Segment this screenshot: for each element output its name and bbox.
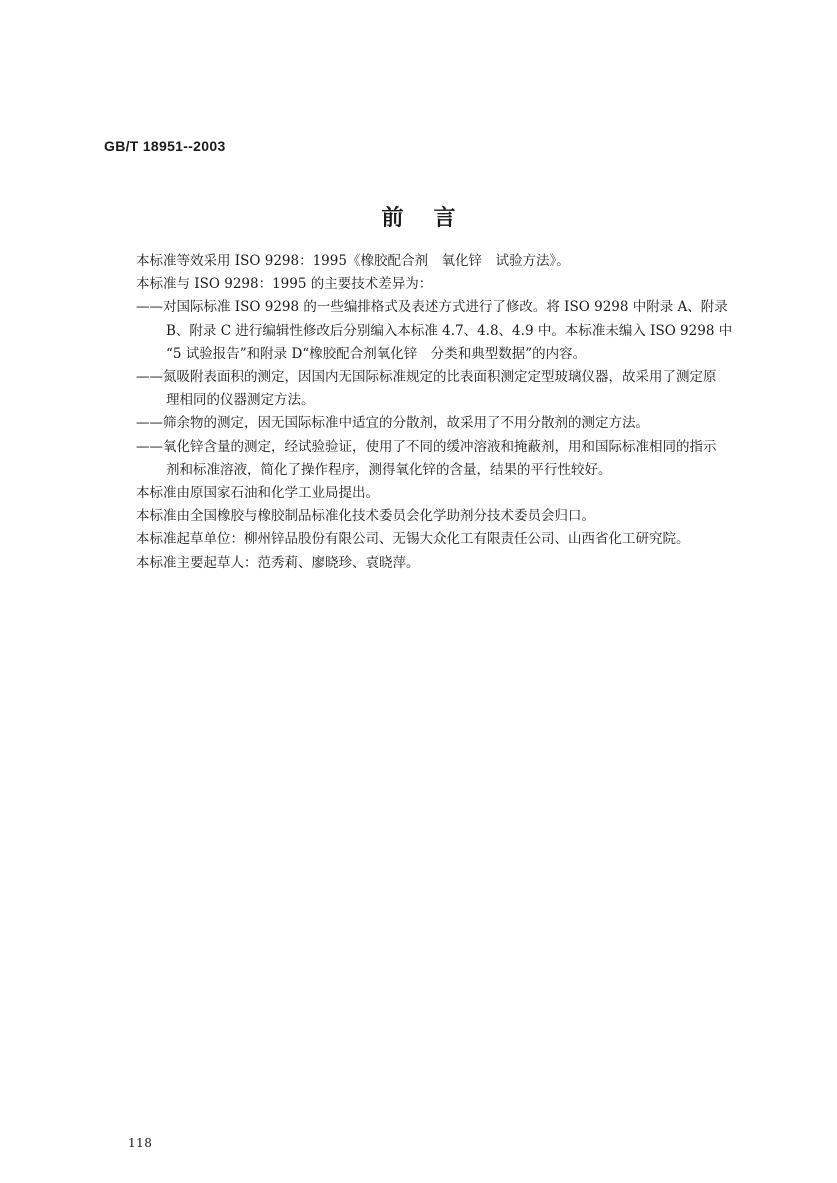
page-number: 118 [128, 1136, 153, 1150]
difference-item-nitrogen-adsorption [106, 366, 776, 412]
paragraph-drafting-units: 本标准起草单位：柳州锌品股份有限公司、无锡大众化工有限责任公司、山西省化工研究院。 [136, 531, 690, 548]
standard-code: GB/T 18951--2003 [104, 138, 226, 154]
difference-item-sieve-residue [106, 412, 776, 435]
difference-item-format [106, 296, 776, 366]
item-line: ——氧化锌含量的测定，经试验验证，使用了不同的缓冲溶液和掩蔽剂，用和国际标准相同的指示 [136, 438, 717, 455]
item-line: “5 试验报告”和附录 D“橡胶配合剂氧化锌 分类和典型数据”的内容。 [166, 345, 587, 362]
item-line: 理相同的仪器测定方法。 [166, 392, 315, 409]
item-line: ——对国际标准 ISO 9298 的一些编排格式及表述方式进行了修改。将 ISO 9298 中附录 A、附录 [136, 299, 728, 316]
paragraph-equivalence: 本标准等效采用 ISO 9298：1995《橡胶配合剂 氧化锌 试验方法》。 [136, 253, 570, 269]
foreword-body [136, 250, 776, 575]
paragraph-drafters: 本标准主要起草人：范秀莉、廖晓珍、袁晓萍。 [136, 554, 420, 571]
paragraph-responsible-committee: 本标准由全国橡胶与橡胶制品标准化技术委员会化学助剂分技术委员会归口。 [136, 508, 595, 525]
item-line: 剂和标准溶液，简化了操作程序，测得氧化锌的含量，结果的平行性较好。 [166, 461, 612, 478]
difference-item-zinc-oxide-content [106, 436, 776, 482]
item-line: B、附录 C 进行编辑性修改后分别编入本标准 4.7、4.8、4.9 中。本标准未编入 ISO 9298 中 [166, 322, 733, 339]
paragraph-differences-intro: 本标准与 ISO 9298：1995 的主要技术差异为： [136, 276, 433, 293]
item-line: ——筛余物的测定，因无国际标准中适宜的分散剂，故采用了不用分散剂的测定方法。 [136, 415, 649, 432]
paragraph-proposed-by: 本标准由原国家石油和化学工业局提出。 [136, 485, 379, 502]
page-title: 前言 [381, 205, 486, 231]
item-line: ——氮吸附表面积的测定，因国内无国际标准规定的比表面积测定定型玻璃仪器，故采用了测定原 [136, 369, 717, 386]
